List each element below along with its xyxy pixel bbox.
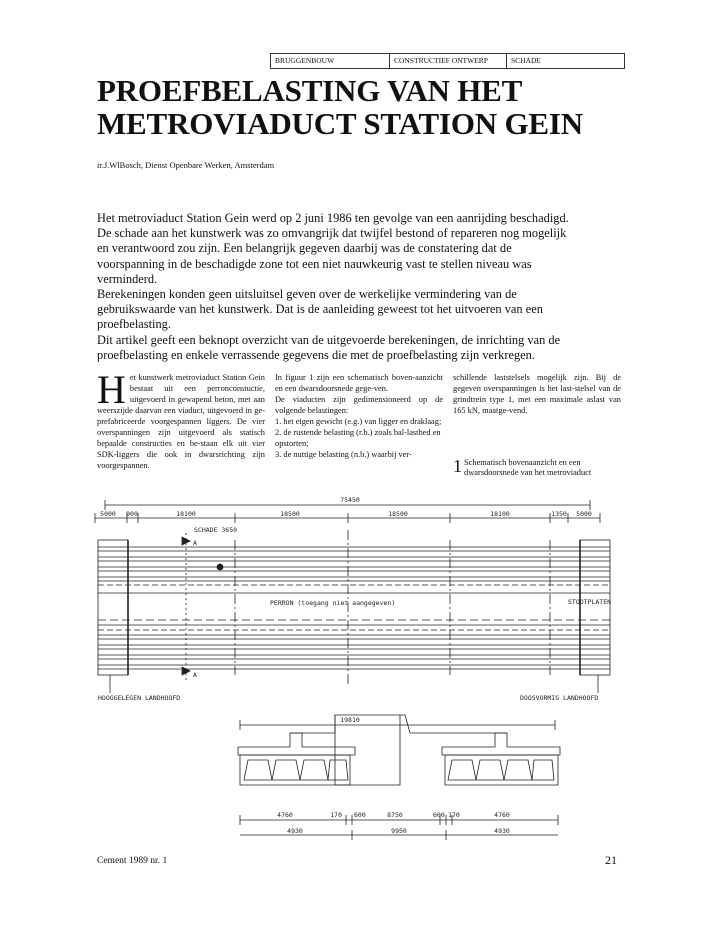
tag-bruggenbouw: BRUGGENBOUW bbox=[271, 54, 390, 68]
dim-span-3: 18500 bbox=[388, 510, 408, 518]
figure-number: 1 bbox=[453, 456, 462, 476]
left-abutment-label: HOOGGELEGEN LANDHOOFD bbox=[98, 694, 181, 702]
column-2-para-2: De viaducten zijn gedimensioneerd op de volgende belastingen: bbox=[275, 395, 443, 415]
viaduct-drawing bbox=[90, 485, 630, 845]
dim-bottom-i: 9950 bbox=[391, 827, 407, 835]
body-column-1 bbox=[97, 367, 265, 471]
stootplaten-label: STOOTPLATEN bbox=[568, 598, 612, 606]
lead-paragraph-3: Dit artikel geeft een beknopt overzicht van de uitgevoerde berekeningen, de inrichting van de proefbelasting en enkele verrassende gegevens die met de proefbelasting zijn verkregen. bbox=[97, 332, 561, 362]
column-2-item-3: 3. de nuttige belasting (n.b.) waarbij ver- bbox=[275, 450, 412, 459]
page-number: 21 bbox=[605, 853, 617, 867]
column-2-item-2: 2. de rustende belasting (r.b.) zoals bal-lastbed en opstorten; bbox=[275, 428, 441, 448]
dim-right-end: 5000 bbox=[576, 510, 592, 518]
journal-footer: Cement 1989 nr. 1 bbox=[97, 856, 168, 866]
dim-total-length: 75450 bbox=[340, 496, 360, 504]
right-abutment-label: DOOSVORMIG LANDHOOFD bbox=[520, 694, 599, 702]
column-2-item-1: 1. het eigen gewicht (e.g.) van ligger en draklaag; bbox=[275, 417, 442, 426]
figure-caption bbox=[453, 458, 623, 478]
tag-constructief-ontwerp: CONSTRUCTIEF ONTWERP bbox=[390, 54, 507, 68]
figure-caption-text: Schematisch bovenaanzicht en een dwarsdoorsnede van het metroviaduct bbox=[464, 458, 592, 477]
article-author: ir.J.WlBosch, Dienst Openbare Werken, Amsterdam bbox=[97, 160, 275, 170]
perron-label: PERRON (toegang niet aangegeven) bbox=[270, 599, 396, 607]
article-title: PROEFBELASTING VAN HET METROVIADUCT STATION GEIN bbox=[97, 73, 583, 141]
dim-span-4: 18100 bbox=[490, 510, 510, 518]
dim-span-1: 18100 bbox=[176, 510, 196, 518]
lead-paragraph-1: Het metroviaduct Station Gein werd op 2 juni 1986 ten gevolge van een aanrijding beschadigd. De schade aan het kunstwerk was zo omvangrijk dat twijfel bestond of repareren nog mogelijk en verantwoord zou zijn. Een belangrijk gegeven daarbij was de constatering dat de voorspanning in de beschadigde zone tot een niet nauwkeurig vast te stellen niveau was verminderd. bbox=[97, 211, 569, 286]
section-mark-bottom: A bbox=[193, 671, 197, 679]
dim-bottom-f: 170 bbox=[448, 811, 460, 819]
section-mark-top: A bbox=[193, 539, 197, 547]
dim-bottom-c: 600 bbox=[354, 811, 366, 819]
dim-bottom-e: 600 bbox=[433, 811, 445, 819]
dim-bottom-h: 4930 bbox=[287, 827, 303, 835]
dim-bottom-d: 8750 bbox=[387, 811, 403, 819]
damage-label: SCHADE 3650 bbox=[194, 526, 238, 534]
lead-paragraph-2: Berekeningen konden geen uitsluitsel geven over de werkelijke vermindering van de gebruikswaarde van het kunstwerk. Dat is de aanleiding geweest tot het uitvoeren van een proefbelasting. bbox=[97, 287, 543, 332]
dim-section-width: 19810 bbox=[340, 716, 360, 724]
dim-bottom-j: 4930 bbox=[494, 827, 510, 835]
section-tags bbox=[270, 53, 625, 69]
dim-right-gap: 1350 bbox=[551, 510, 567, 518]
body-column-2 bbox=[275, 372, 443, 460]
body-column-3 bbox=[453, 372, 621, 416]
dim-bottom-g: 4760 bbox=[494, 811, 510, 819]
drop-cap: H bbox=[97, 367, 126, 412]
dim-bottom-a: 4760 bbox=[277, 811, 293, 819]
dim-span-2: 18500 bbox=[280, 510, 300, 518]
dim-left-end: 5000 bbox=[100, 510, 116, 518]
column-1-text: et kunstwerk metroviaduct Station Gein bestaat uit een perronconstuctie, uitgevoerd in gewapend beton, met aan weerszijde daarvan een viaduct, uitgevoerd in ge-prefabriceerde voorgespannen liggers. De vier overspanningen zijn uitgevoerd als statisch bepaalde constructies en be-staan elk uit vier SDK-liggers die ook in dwarsrichting zijn voorgespannen. bbox=[97, 373, 265, 470]
article-lead bbox=[97, 211, 572, 363]
dim-bottom-b: 170 bbox=[330, 811, 342, 819]
column-2-para-1: In figuur 1 zijn een schematisch boven-aanzicht en een dwarsdoorsnede gege-ven. bbox=[275, 373, 443, 393]
dim-left-gap: 900 bbox=[126, 510, 138, 518]
tag-schade: SCHADE bbox=[511, 56, 542, 65]
column-3-text: schillende laststelsels mogelijk zijn. Bij de gegeven overspanningen is het last-stelsel van de grindtrein type 1, met een maximale aslast van 165 kN, maatge-vend. bbox=[453, 373, 621, 415]
